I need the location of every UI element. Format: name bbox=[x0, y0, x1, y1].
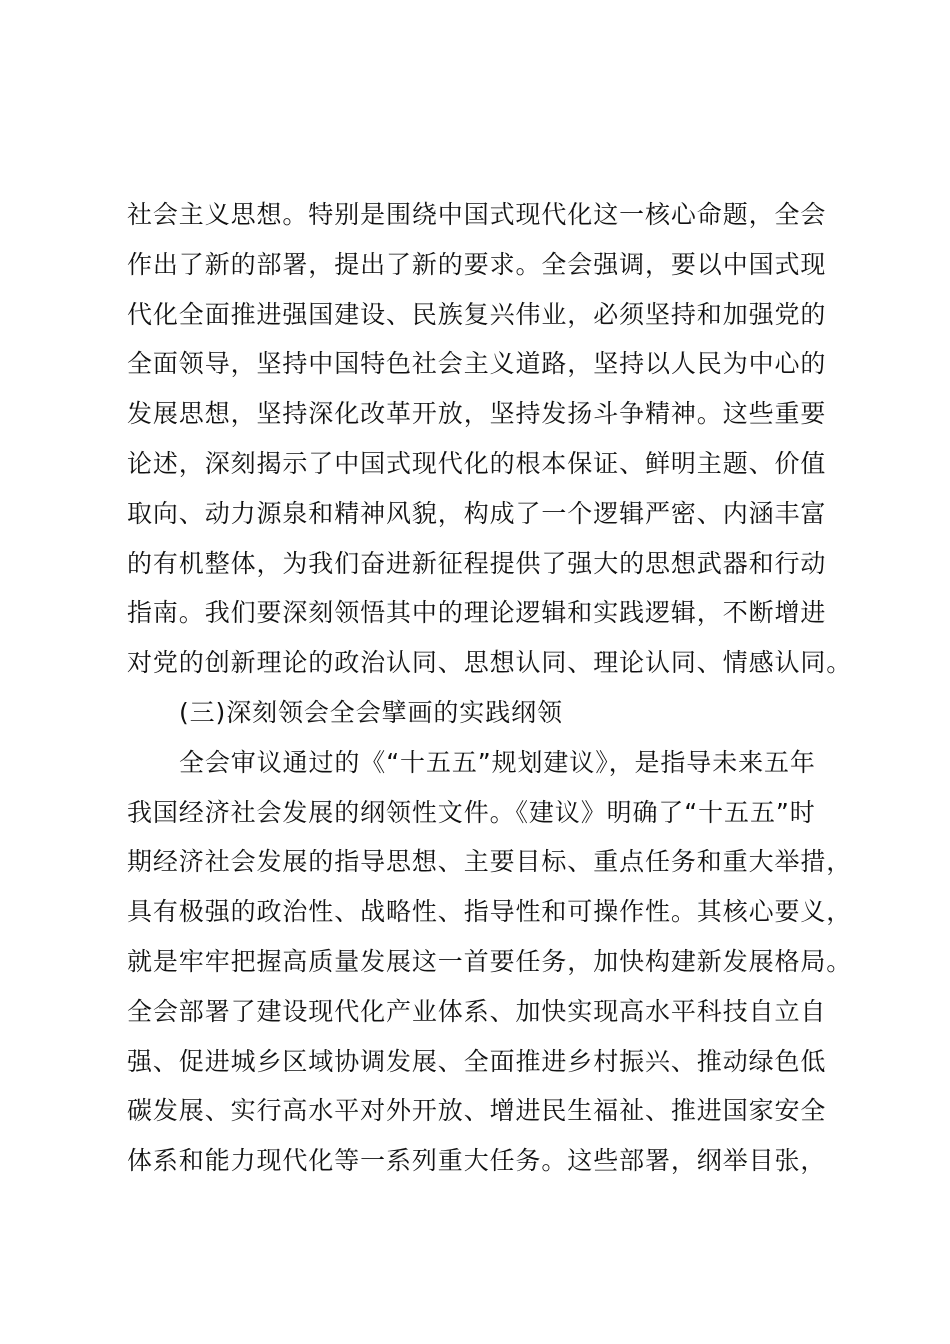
body-text bbox=[127, 190, 853, 1186]
text-line: 的有机整体，为我们奋进新征程提供了强大的思想武器和行动 bbox=[127, 548, 827, 578]
section-heading: (三)深刻领会全会擘画的实践纲领 bbox=[179, 697, 563, 727]
text-line: 全会部署了建设现代化产业体系、加快实现高水平科技自立自 bbox=[127, 996, 827, 1026]
text-line: 具有极强的政治性、战略性、指导性和可操作性。其核心要义， bbox=[127, 897, 853, 927]
text-line: 代化全面推进强国建设、民族复兴伟业，必须坚持和加强党的 bbox=[127, 299, 827, 329]
text-line: 对党的创新理论的政治认同、思想认同、理论认同、情感认同。 bbox=[127, 648, 853, 678]
text-line: 全面领导，坚持中国特色社会主义道路，坚持以人民为中心的 bbox=[127, 349, 827, 379]
text-line: 取向、动力源泉和精神风貌，构成了一个逻辑严密、内涵丰富 bbox=[127, 498, 827, 528]
text-line: 作出了新的部署，提出了新的要求。全会强调，要以中国式现 bbox=[127, 249, 827, 279]
text-line: 指南。我们要深刻领悟其中的理论逻辑和实践逻辑，不断增进 bbox=[127, 598, 827, 628]
text-line: 就是牢牢把握高质量发展这一首要任务，加快构建新发展格局。 bbox=[127, 946, 853, 976]
text-line: 强、促进城乡区域协调发展、全面推进乡村振兴、推动绿色低 bbox=[127, 1046, 827, 1076]
text-line: 体系和能力现代化等一系列重大任务。这些部署，纲举目张， bbox=[127, 1146, 827, 1176]
text-line: 碳发展、实行高水平对外开放、增进民生福祉、推进国家安全 bbox=[127, 1096, 827, 1126]
text-line: 发展思想，坚持深化改革开放，坚持发扬斗争精神。这些重要 bbox=[127, 399, 827, 429]
text-line: 我国经济社会发展的纲领性文件。《建议》明确了“十五五”时 bbox=[127, 797, 816, 827]
text-line: 社会主义思想。特别是围绕中国式现代化这一核心命题，全会 bbox=[127, 200, 827, 229]
text-line: 论述，深刻揭示了中国式现代化的根本保证、鲜明主题、价值 bbox=[127, 448, 827, 478]
text-line: 期经济社会发展的指导思想、主要目标、重点任务和重大举措， bbox=[127, 847, 853, 877]
text-line: 全会审议通过的《“十五五”规划建议》，是指导未来五年 bbox=[179, 747, 816, 777]
